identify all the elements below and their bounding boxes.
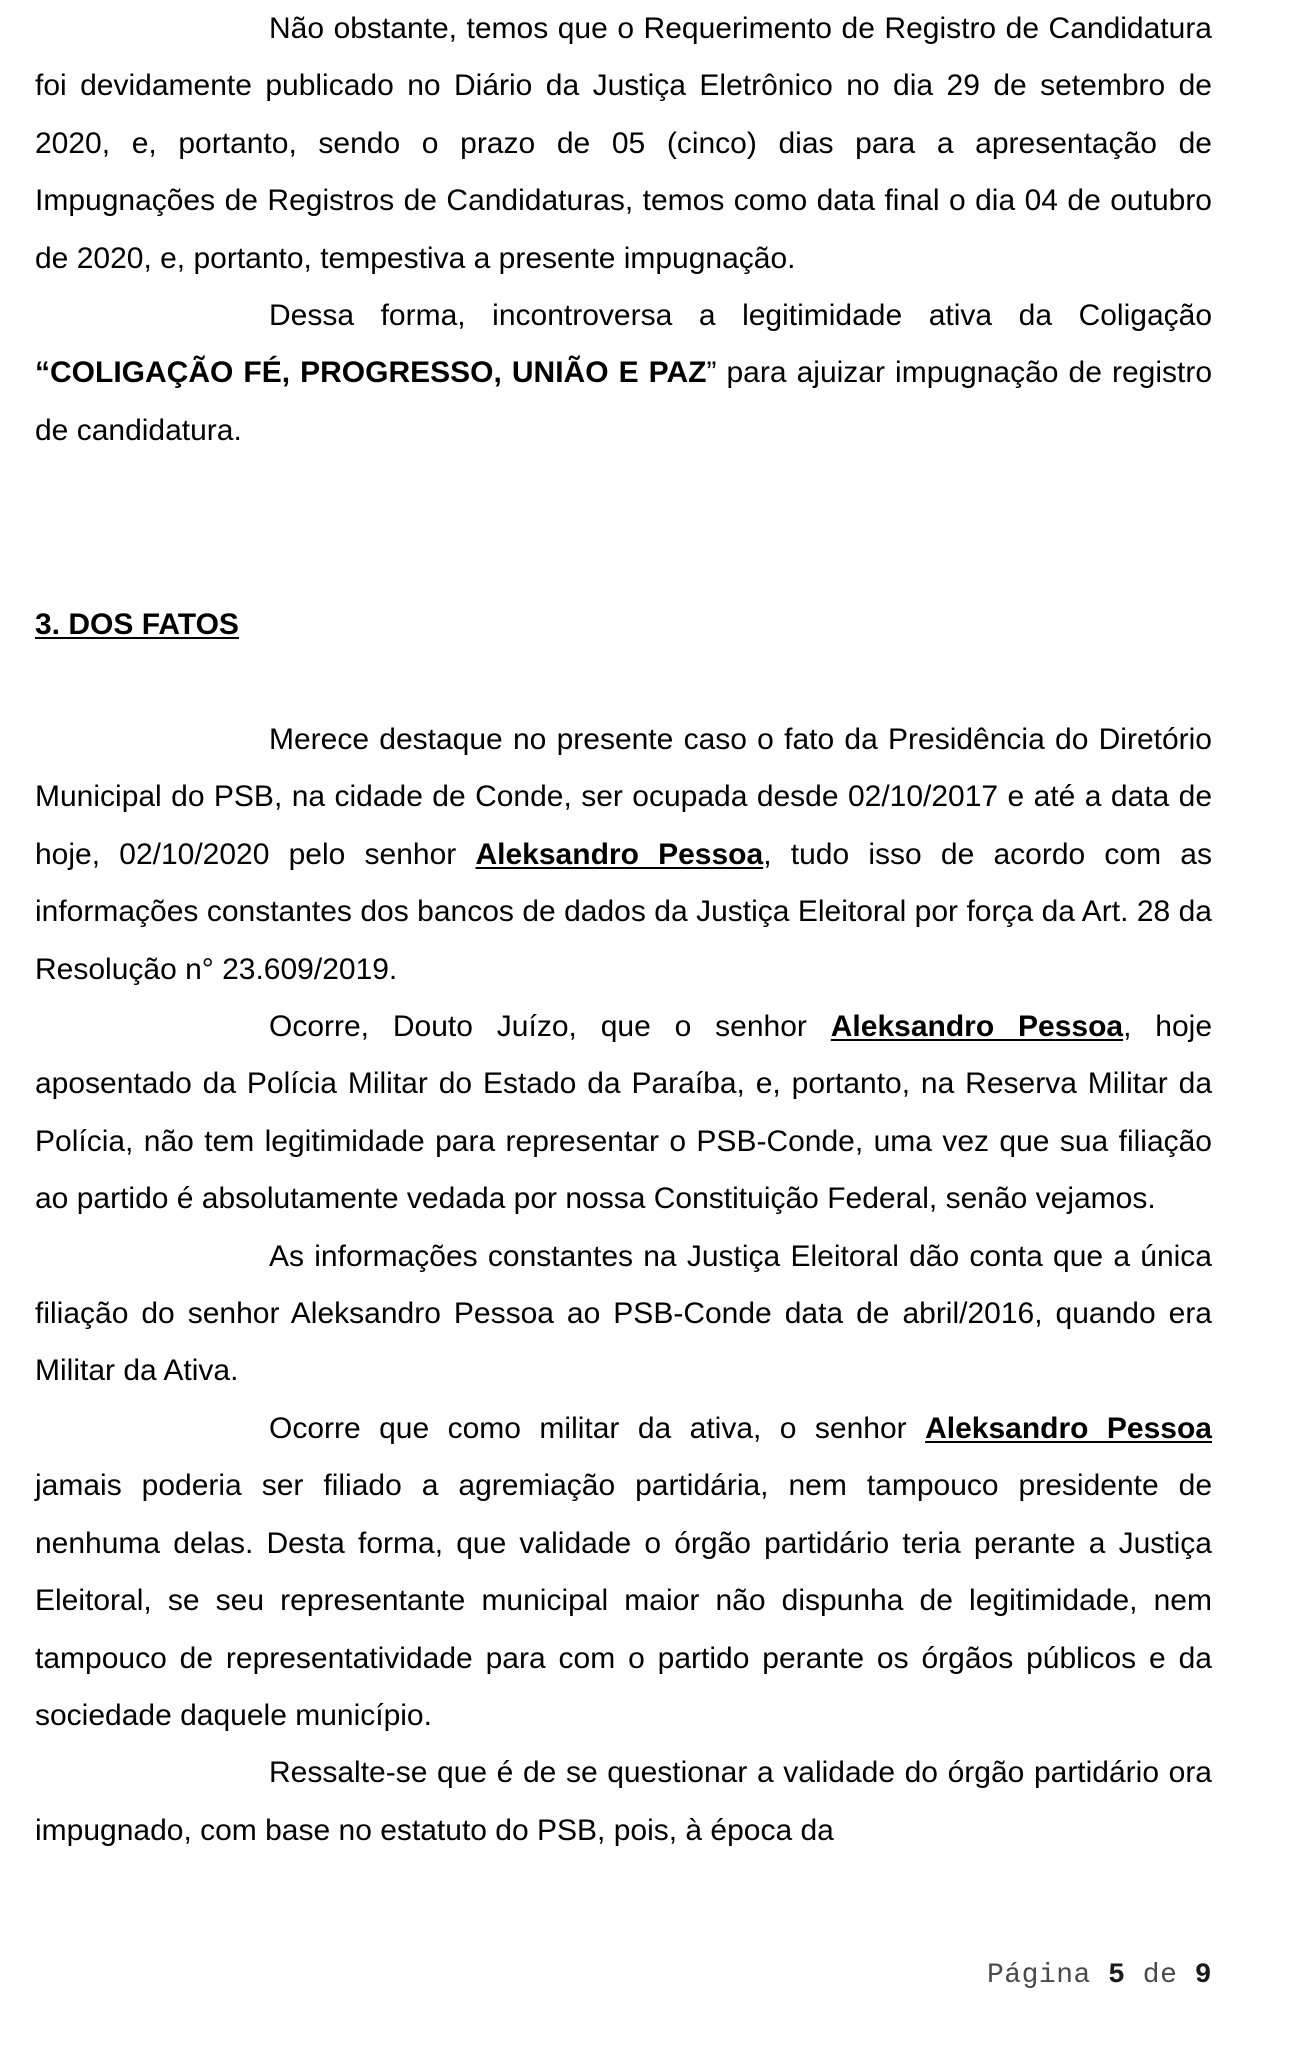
section-heading: 3. DOS FATOS: [35, 608, 239, 641]
person-name: Aleksandro Pessoa: [475, 837, 764, 871]
paragraph-text: , hoje aposentado da Polícia Militar do Estado da Paraíba, e, portanto, na Reserva Militar da Polícia, não tem legitimidade para representar o PSB-Conde, uma vez que sua filiação ao partido é absolutamente vedada por nossa Constituição Federal, senão vejamos.: [35, 1010, 1213, 1216]
intro-section: [35, 0, 1212, 459]
paragraph-militar-ativa: [35, 1400, 1212, 1744]
current-page-number: 5: [1108, 1960, 1126, 1991]
paragraph-text: , tudo isso de acordo com as informações constantes dos bancos de dados da Justiça Eleitoral por força da Art. 28 da Resolução n° 23.609/2019.: [35, 837, 1212, 986]
of-label: de: [1142, 1960, 1178, 1991]
paragraph-text: Dessa forma, incontroversa a legitimidade ativa da Coligação: [269, 299, 1212, 333]
person-name: Aleksandro Pessoa: [830, 1010, 1124, 1044]
paragraph-presidencia: [35, 711, 1212, 998]
paragraph-text: jamais poderia ser filiado a agremiação partidária, nem tampouco presidente de nenhuma delas. Desta forma, que validade o órgão partidário teria perante a Justiça Eleitoral, se seu representante municipal maior não dispunha de legitimidade, nem tampouco de representatividade para com o partido perante os órgãos públicos e da sociedade daquele município.: [35, 1469, 1212, 1732]
total-pages-number: 9: [1194, 1960, 1212, 1991]
paragraph-text: Ocorre, Douto Juízo, que o senhor: [269, 1010, 831, 1044]
paragraph-reserva-militar: [35, 998, 1212, 1228]
paragraph-text: Ocorre que como militar da ativa, o senhor: [269, 1411, 926, 1445]
person-name: Aleksandro Pessoa: [925, 1411, 1212, 1445]
facts-section: [35, 711, 1212, 1859]
paragraph-text: ” para ajuizar impugnação de registro de candidatura.: [35, 356, 1213, 447]
document-page: [35, 0, 1212, 2063]
coalition-name: “COLIGAÇÃO FÉ, PROGRESSO, UNIÃO E PAZ: [35, 356, 707, 390]
page-number-footer: [987, 1960, 1212, 1991]
paragraph-tempestividade: Não obstante, temos que o Requerimento de Registro de Candidatura foi devidamente publicado no Diário da Justiça Eletrônico no dia 29 de setembro de 2020, e, portanto, sendo o prazo de 05 (cinco) dias para a apresentação de Impugnações de Registros de Candidaturas, temos como data final o dia 04 de outubro de 2020, e, portanto, tempestiva a presente impugnação.: [35, 12, 1212, 275]
paragraph-filiacao: As informações constantes na Justiça Eleitoral dão conta que a única filiação do senhor Aleksandro Pessoa ao PSB-Conde data de abril/2016, quando era Militar da Ativa.: [35, 1239, 1212, 1388]
page-label: Página: [987, 1960, 1091, 1991]
paragraph-text: Merece destaque no presente caso o fato da Presidência do Diretório Municipal do PSB, na cidade de Conde, ser ocupada desde 02/10/2017 e até a data de hoje, 02/10/2020 pelo senhor: [35, 723, 1212, 871]
paragraph-legitimidade: [35, 287, 1212, 459]
paragraph-ressalte: Ressalte-se que é de se questionar a validade do órgão partidário ora impugnado, com base no estatuto do PSB, pois, à época da: [35, 1756, 1212, 1847]
